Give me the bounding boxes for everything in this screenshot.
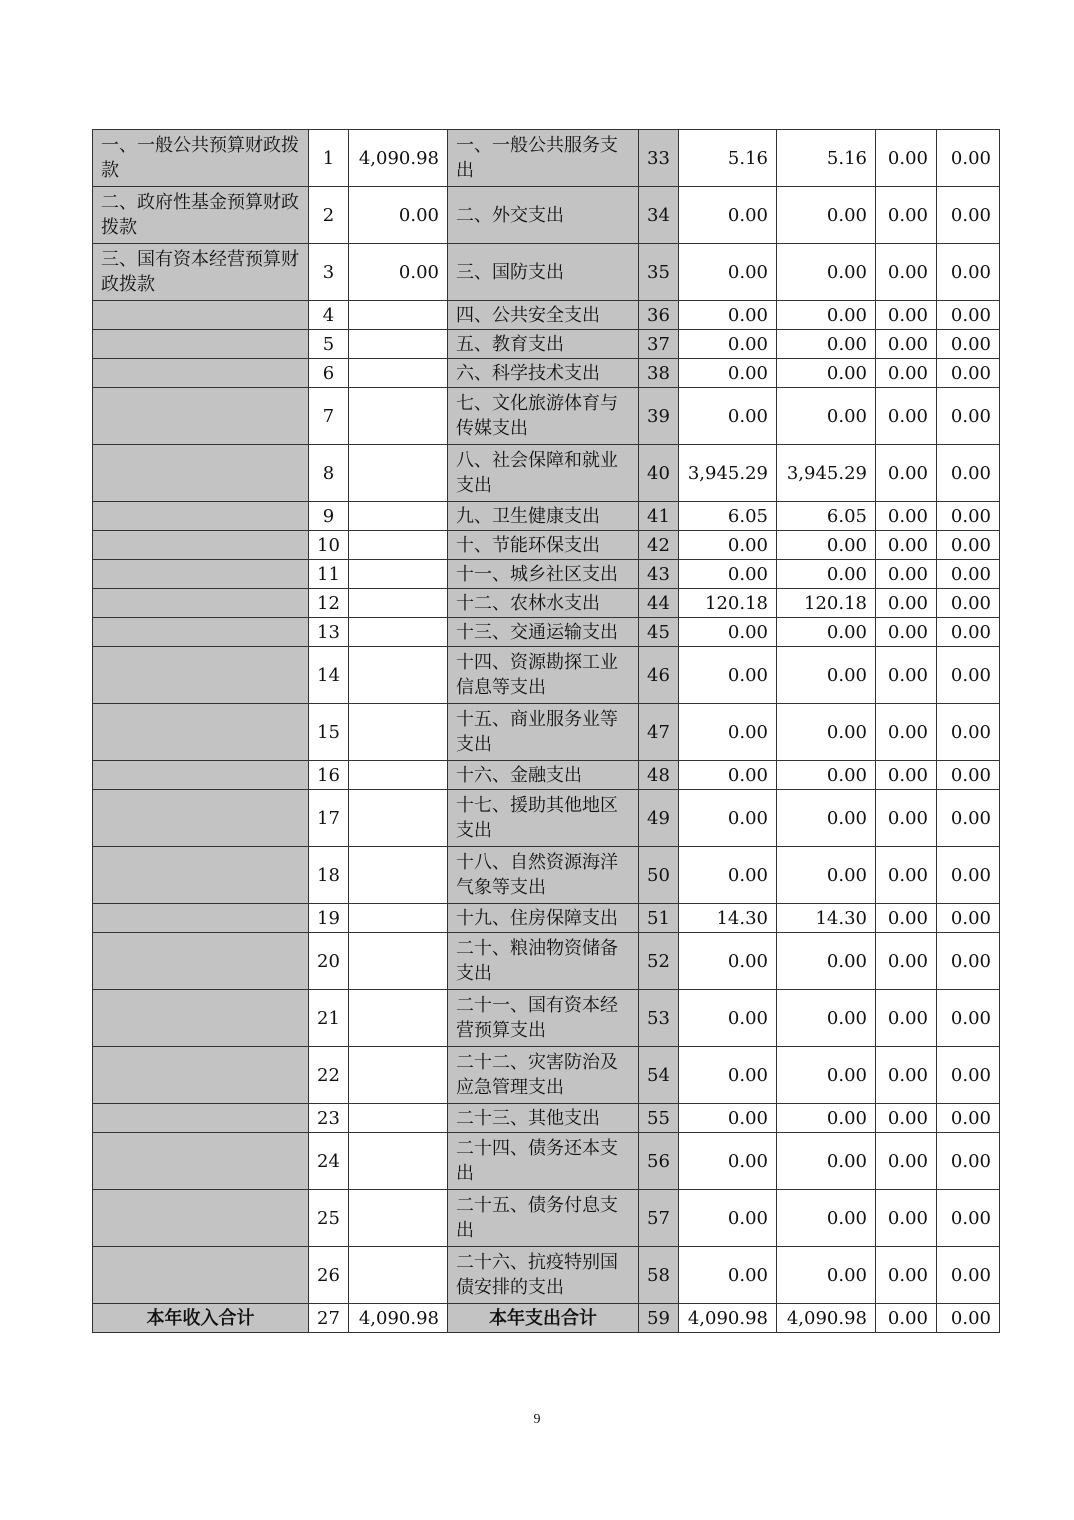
income-amount	[349, 359, 448, 388]
income-amount	[349, 618, 448, 647]
income-item	[93, 1104, 309, 1133]
expense-state-capital-budget: 0.00	[937, 388, 1000, 445]
income-amount: 0.00	[349, 187, 448, 244]
expense-fund-budget: 0.00	[876, 560, 937, 589]
table-row	[93, 244, 1000, 301]
expense-state-capital-budget: 0.00	[937, 904, 1000, 933]
income-item	[93, 904, 309, 933]
expense-line-number: 44	[639, 589, 679, 618]
expense-item: 二十、粮油物资储备支出	[448, 933, 639, 990]
expense-item: 二十一、国有资本经营预算支出	[448, 990, 639, 1047]
expense-total: 6.05	[679, 502, 777, 531]
expense-state-capital-budget: 0.00	[937, 589, 1000, 618]
expense-line-number: 53	[639, 990, 679, 1047]
expense-line-number: 47	[639, 704, 679, 761]
income-line-number: 5	[309, 330, 349, 359]
income-amount	[349, 847, 448, 904]
table-row	[93, 990, 1000, 1047]
expense-item: 十二、农林水支出	[448, 589, 639, 618]
expense-state-capital-budget: 0.00	[937, 301, 1000, 330]
expense-state-capital-budget: 0.00	[937, 1104, 1000, 1133]
expense-fund-budget: 0.00	[876, 1047, 937, 1104]
expense-total: 0.00	[679, 847, 777, 904]
income-item	[93, 933, 309, 990]
expense-total-state-capital-budget: 0.00	[937, 1304, 1000, 1333]
expense-total: 0.00	[679, 359, 777, 388]
income-item	[93, 847, 309, 904]
expense-item: 三、国防支出	[448, 244, 639, 301]
expense-item: 十四、资源勘探工业信息等支出	[448, 647, 639, 704]
income-item	[93, 359, 309, 388]
expense-general-budget: 0.00	[777, 560, 876, 589]
expense-item: 四、公共安全支出	[448, 301, 639, 330]
income-line-number: 4	[309, 301, 349, 330]
table-row	[93, 1104, 1000, 1133]
income-item	[93, 1047, 309, 1104]
expense-general-budget: 0.00	[777, 618, 876, 647]
income-amount	[349, 1047, 448, 1104]
table-row	[93, 301, 1000, 330]
expense-total: 0.00	[679, 990, 777, 1047]
expense-state-capital-budget: 0.00	[937, 244, 1000, 301]
expense-fund-budget: 0.00	[876, 330, 937, 359]
expense-total: 0.00	[679, 1104, 777, 1133]
expense-line-number: 56	[639, 1133, 679, 1190]
expense-total: 0.00	[679, 790, 777, 847]
income-item	[93, 1133, 309, 1190]
expense-state-capital-budget: 0.00	[937, 647, 1000, 704]
expense-line-number: 51	[639, 904, 679, 933]
expense-state-capital-budget: 0.00	[937, 445, 1000, 502]
income-line-number: 3	[309, 244, 349, 301]
expense-item: 十一、城乡社区支出	[448, 560, 639, 589]
income-amount	[349, 904, 448, 933]
table-row	[93, 1190, 1000, 1247]
expense-line-number: 50	[639, 847, 679, 904]
expense-fund-budget: 0.00	[876, 704, 937, 761]
expense-general-budget: 0.00	[777, 1133, 876, 1190]
expense-general-budget: 0.00	[777, 359, 876, 388]
income-item: 一、一般公共预算财政拨款	[93, 130, 309, 187]
income-amount: 0.00	[349, 244, 448, 301]
expense-fund-budget: 0.00	[876, 1104, 937, 1133]
expense-fund-budget: 0.00	[876, 1190, 937, 1247]
expense-general-budget: 0.00	[777, 1190, 876, 1247]
income-item	[93, 1247, 309, 1304]
income-item	[93, 990, 309, 1047]
income-amount	[349, 790, 448, 847]
income-item	[93, 502, 309, 531]
expense-fund-budget: 0.00	[876, 647, 937, 704]
income-line-number: 2	[309, 187, 349, 244]
income-line-number: 21	[309, 990, 349, 1047]
income-item	[93, 761, 309, 790]
expense-general-budget: 0.00	[777, 531, 876, 560]
expense-fund-budget: 0.00	[876, 502, 937, 531]
expense-state-capital-budget: 0.00	[937, 847, 1000, 904]
income-line-number: 10	[309, 531, 349, 560]
expense-fund-budget: 0.00	[876, 990, 937, 1047]
expense-item: 二十六、抗疫特别国债安排的支出	[448, 1247, 639, 1304]
income-amount	[349, 330, 448, 359]
expense-fund-budget: 0.00	[876, 589, 937, 618]
income-item	[93, 589, 309, 618]
expense-fund-budget: 0.00	[876, 531, 937, 560]
expense-state-capital-budget: 0.00	[937, 130, 1000, 187]
income-item: 三、国有资本经营预算财政拨款	[93, 244, 309, 301]
expense-total-line-number: 59	[639, 1304, 679, 1333]
table-row	[93, 933, 1000, 990]
expense-line-number: 33	[639, 130, 679, 187]
table-row	[93, 790, 1000, 847]
income-item: 二、政府性基金预算财政拨款	[93, 187, 309, 244]
expense-item: 六、科学技术支出	[448, 359, 639, 388]
expense-fund-budget: 0.00	[876, 301, 937, 330]
expense-item: 八、社会保障和就业支出	[448, 445, 639, 502]
expense-line-number: 40	[639, 445, 679, 502]
table-row	[93, 847, 1000, 904]
expense-total: 0.00	[679, 560, 777, 589]
expense-fund-budget: 0.00	[876, 445, 937, 502]
expense-item: 十五、商业服务业等支出	[448, 704, 639, 761]
expense-total-label: 本年支出合计	[448, 1304, 639, 1333]
income-item	[93, 704, 309, 761]
table-row	[93, 647, 1000, 704]
income-amount	[349, 990, 448, 1047]
income-amount	[349, 589, 448, 618]
expense-item: 五、教育支出	[448, 330, 639, 359]
income-line-number: 20	[309, 933, 349, 990]
expense-line-number: 41	[639, 502, 679, 531]
expense-general-budget: 0.00	[777, 244, 876, 301]
expense-fund-budget: 0.00	[876, 904, 937, 933]
table-row	[93, 330, 1000, 359]
income-line-number: 13	[309, 618, 349, 647]
income-line-number: 1	[309, 130, 349, 187]
expense-state-capital-budget: 0.00	[937, 359, 1000, 388]
expense-state-capital-budget: 0.00	[937, 704, 1000, 761]
expense-line-number: 39	[639, 388, 679, 445]
expense-general-budget: 0.00	[777, 647, 876, 704]
expense-line-number: 37	[639, 330, 679, 359]
income-item	[93, 560, 309, 589]
expense-general-budget: 0.00	[777, 704, 876, 761]
expense-total: 0.00	[679, 1190, 777, 1247]
expense-general-budget: 0.00	[777, 1247, 876, 1304]
expense-total: 0.00	[679, 761, 777, 790]
expense-item: 十七、援助其他地区支出	[448, 790, 639, 847]
income-item	[93, 790, 309, 847]
expense-total: 0.00	[679, 301, 777, 330]
income-amount	[349, 388, 448, 445]
expense-state-capital-budget: 0.00	[937, 560, 1000, 589]
expense-item: 十三、交通运输支出	[448, 618, 639, 647]
income-item	[93, 618, 309, 647]
income-line-number: 17	[309, 790, 349, 847]
income-line-number: 23	[309, 1104, 349, 1133]
income-line-number: 16	[309, 761, 349, 790]
expense-line-number: 55	[639, 1104, 679, 1133]
expense-item: 二十三、其他支出	[448, 1104, 639, 1133]
expense-state-capital-budget: 0.00	[937, 1133, 1000, 1190]
expense-general-budget: 3,945.29	[777, 445, 876, 502]
income-line-number: 15	[309, 704, 349, 761]
income-line-number: 18	[309, 847, 349, 904]
expense-item: 九、卫生健康支出	[448, 502, 639, 531]
expense-line-number: 36	[639, 301, 679, 330]
income-line-number: 26	[309, 1247, 349, 1304]
expense-total: 0.00	[679, 1047, 777, 1104]
expense-line-number: 54	[639, 1047, 679, 1104]
income-item	[93, 301, 309, 330]
expense-line-number: 48	[639, 761, 679, 790]
income-line-number: 6	[309, 359, 349, 388]
income-amount	[349, 1247, 448, 1304]
expense-general-budget: 120.18	[777, 589, 876, 618]
income-amount	[349, 560, 448, 589]
income-amount	[349, 502, 448, 531]
table-row	[93, 531, 1000, 560]
table-row	[93, 904, 1000, 933]
expense-item: 二十五、债务付息支出	[448, 1190, 639, 1247]
expense-total: 5.16	[679, 130, 777, 187]
income-line-number: 24	[309, 1133, 349, 1190]
expense-total: 0.00	[679, 187, 777, 244]
page-number: 9	[533, 1412, 541, 1427]
expense-state-capital-budget: 0.00	[937, 761, 1000, 790]
expense-general-budget: 0.00	[777, 933, 876, 990]
income-amount	[349, 647, 448, 704]
expense-total-general-budget: 4,090.98	[777, 1304, 876, 1333]
expense-fund-budget: 0.00	[876, 847, 937, 904]
expense-general-budget: 0.00	[777, 388, 876, 445]
expense-item: 二十四、债务还本支出	[448, 1133, 639, 1190]
expense-general-budget: 0.00	[777, 187, 876, 244]
expense-state-capital-budget: 0.00	[937, 618, 1000, 647]
expense-line-number: 34	[639, 187, 679, 244]
expense-fund-budget: 0.00	[876, 790, 937, 847]
expense-general-budget: 0.00	[777, 330, 876, 359]
table-row	[93, 359, 1000, 388]
expense-total: 120.18	[679, 589, 777, 618]
expense-total: 0.00	[679, 618, 777, 647]
expense-fund-budget: 0.00	[876, 359, 937, 388]
expense-line-number: 49	[639, 790, 679, 847]
expense-total-fund-budget: 0.00	[876, 1304, 937, 1333]
expense-line-number: 52	[639, 933, 679, 990]
income-line-number: 22	[309, 1047, 349, 1104]
expense-fund-budget: 0.00	[876, 187, 937, 244]
expense-general-budget: 14.30	[777, 904, 876, 933]
expense-total: 0.00	[679, 1247, 777, 1304]
expense-state-capital-budget: 0.00	[937, 330, 1000, 359]
expense-general-budget: 0.00	[777, 990, 876, 1047]
expense-fund-budget: 0.00	[876, 244, 937, 301]
income-item	[93, 445, 309, 502]
expense-general-budget: 0.00	[777, 301, 876, 330]
total-row	[93, 1304, 1000, 1333]
expense-line-number: 38	[639, 359, 679, 388]
expense-total: 0.00	[679, 388, 777, 445]
income-item	[93, 531, 309, 560]
expense-general-budget: 6.05	[777, 502, 876, 531]
table-row	[93, 560, 1000, 589]
table-row	[93, 704, 1000, 761]
table-row	[93, 618, 1000, 647]
expense-general-budget: 5.16	[777, 130, 876, 187]
income-line-number: 19	[309, 904, 349, 933]
expense-line-number: 42	[639, 531, 679, 560]
table-row	[93, 187, 1000, 244]
income-line-number: 14	[309, 647, 349, 704]
expense-general-budget: 0.00	[777, 761, 876, 790]
income-line-number: 12	[309, 589, 349, 618]
expense-line-number: 43	[639, 560, 679, 589]
income-amount: 4,090.98	[349, 130, 448, 187]
income-line-number: 11	[309, 560, 349, 589]
expense-total: 14.30	[679, 904, 777, 933]
expense-state-capital-budget: 0.00	[937, 933, 1000, 990]
expense-fund-budget: 0.00	[876, 130, 937, 187]
expense-item: 十、节能环保支出	[448, 531, 639, 560]
income-total-line-number: 27	[309, 1304, 349, 1333]
income-amount	[349, 301, 448, 330]
expense-state-capital-budget: 0.00	[937, 1047, 1000, 1104]
expense-item: 二十二、灾害防治及应急管理支出	[448, 1047, 639, 1104]
expense-line-number: 46	[639, 647, 679, 704]
table-row	[93, 589, 1000, 618]
table-row	[93, 761, 1000, 790]
expense-total: 0.00	[679, 933, 777, 990]
income-amount	[349, 1190, 448, 1247]
table-row	[93, 388, 1000, 445]
expense-line-number: 35	[639, 244, 679, 301]
expense-total: 0.00	[679, 330, 777, 359]
expense-general-budget: 0.00	[777, 847, 876, 904]
expense-fund-budget: 0.00	[876, 1133, 937, 1190]
expense-state-capital-budget: 0.00	[937, 990, 1000, 1047]
income-line-number: 25	[309, 1190, 349, 1247]
expense-item: 十九、住房保障支出	[448, 904, 639, 933]
expense-total: 0.00	[679, 647, 777, 704]
expense-state-capital-budget: 0.00	[937, 1190, 1000, 1247]
income-amount	[349, 531, 448, 560]
income-item	[93, 647, 309, 704]
expense-total: 0.00	[679, 531, 777, 560]
expense-fund-budget: 0.00	[876, 933, 937, 990]
table-row	[93, 1047, 1000, 1104]
expense-general-budget: 0.00	[777, 1104, 876, 1133]
expense-state-capital-budget: 0.00	[937, 502, 1000, 531]
expense-line-number: 58	[639, 1247, 679, 1304]
expense-fund-budget: 0.00	[876, 618, 937, 647]
income-line-number: 7	[309, 388, 349, 445]
expense-general-budget: 0.00	[777, 1047, 876, 1104]
income-item	[93, 388, 309, 445]
expense-total: 3,945.29	[679, 445, 777, 502]
expense-item: 二、外交支出	[448, 187, 639, 244]
expense-line-number: 45	[639, 618, 679, 647]
income-amount	[349, 445, 448, 502]
income-amount	[349, 933, 448, 990]
income-amount	[349, 1133, 448, 1190]
income-amount	[349, 1104, 448, 1133]
income-item	[93, 330, 309, 359]
budget-table	[92, 129, 1000, 1333]
table-row	[93, 1133, 1000, 1190]
expense-item: 七、文化旅游体育与传媒支出	[448, 388, 639, 445]
expense-total: 0.00	[679, 1133, 777, 1190]
expense-total-sum: 4,090.98	[679, 1304, 777, 1333]
table-row	[93, 502, 1000, 531]
expense-item: 十六、金融支出	[448, 761, 639, 790]
expense-state-capital-budget: 0.00	[937, 790, 1000, 847]
expense-total: 0.00	[679, 244, 777, 301]
expense-item: 一、一般公共服务支出	[448, 130, 639, 187]
expense-state-capital-budget: 0.00	[937, 531, 1000, 560]
income-item	[93, 1190, 309, 1247]
income-line-number: 8	[309, 445, 349, 502]
income-amount	[349, 704, 448, 761]
expense-general-budget: 0.00	[777, 790, 876, 847]
table-row	[93, 1247, 1000, 1304]
income-total-amount: 4,090.98	[349, 1304, 448, 1333]
income-total-label: 本年收入合计	[93, 1304, 309, 1333]
expense-line-number: 57	[639, 1190, 679, 1247]
expense-fund-budget: 0.00	[876, 1247, 937, 1304]
expense-item: 十八、自然资源海洋气象等支出	[448, 847, 639, 904]
expense-fund-budget: 0.00	[876, 761, 937, 790]
table-row	[93, 130, 1000, 187]
expense-state-capital-budget: 0.00	[937, 187, 1000, 244]
income-amount	[349, 761, 448, 790]
expense-total: 0.00	[679, 704, 777, 761]
expense-state-capital-budget: 0.00	[937, 1247, 1000, 1304]
table-row	[93, 445, 1000, 502]
income-line-number: 9	[309, 502, 349, 531]
expense-fund-budget: 0.00	[876, 388, 937, 445]
